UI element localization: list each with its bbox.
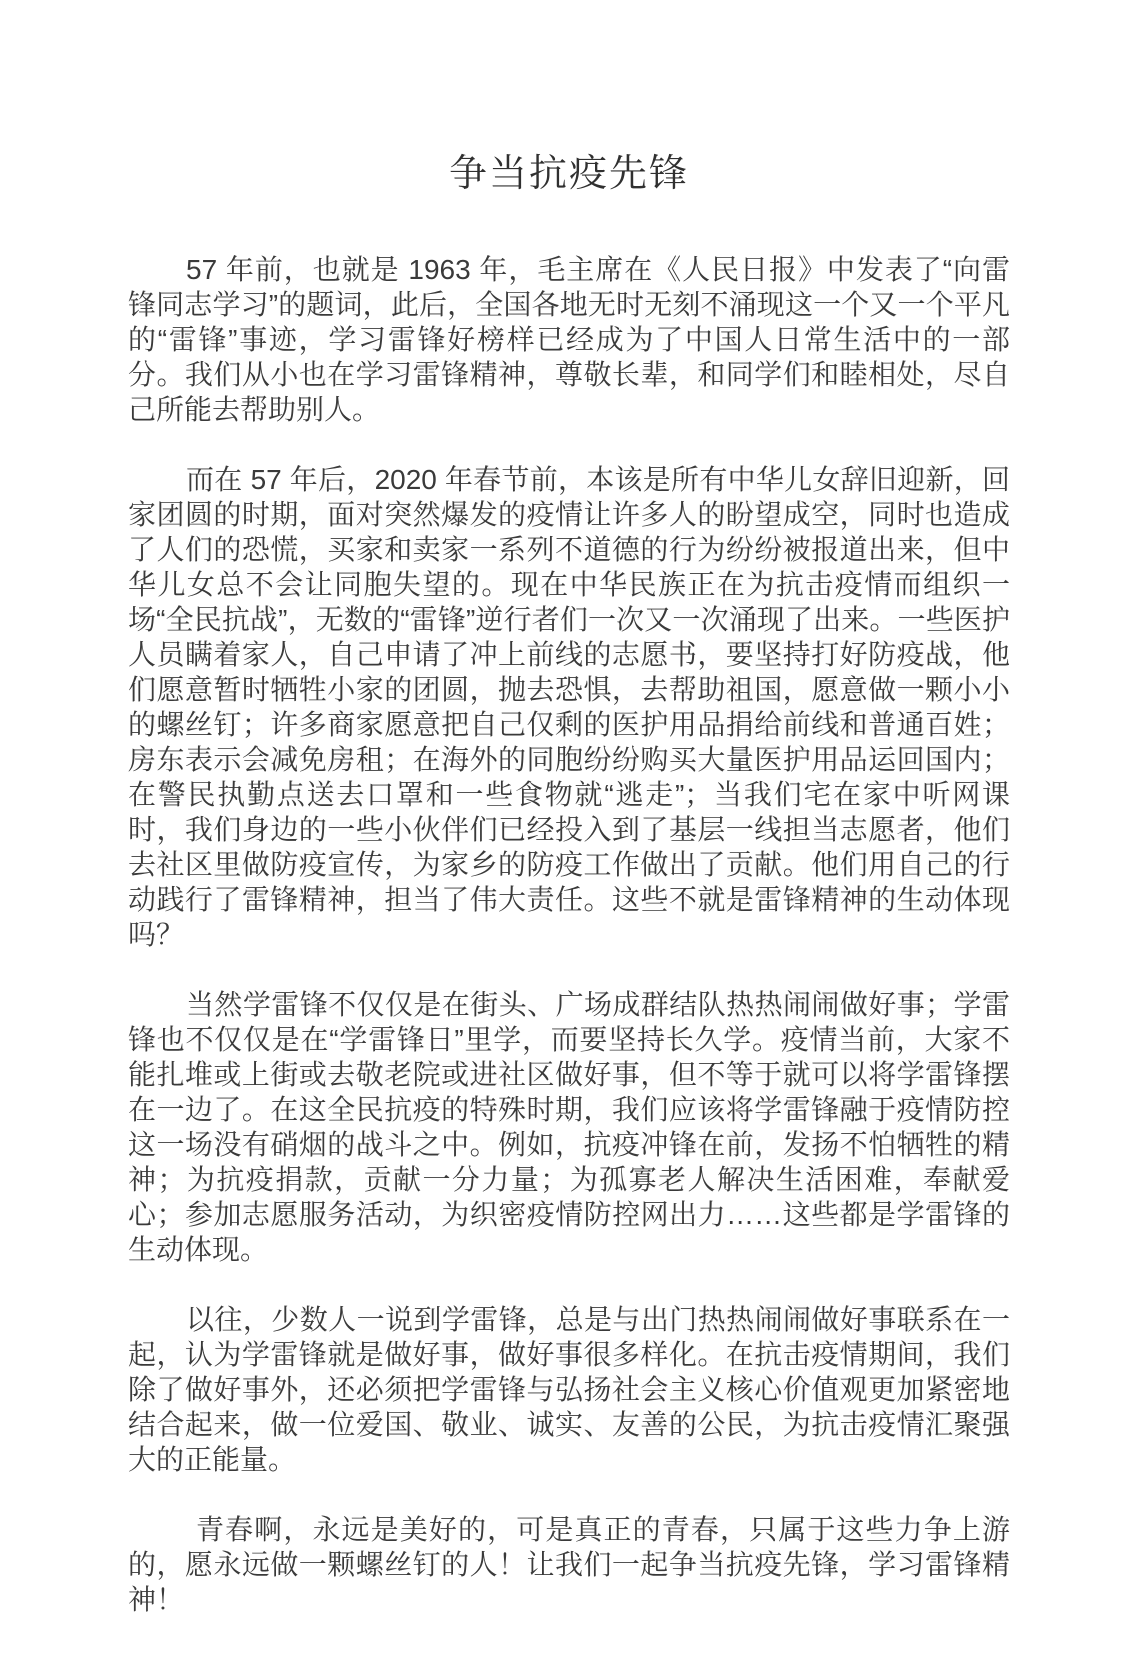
paragraph-1: 57 年前，也就是 1963 年，毛主席在《人民日报》中发表了“向雷锋同志学习”的题词，此后，全国各地无时无刻不涌现这一个又一个平凡的“雷锋”事迹，学习雷锋好榜样已经成为了中国人日常生活中的一部分。我们从小也在学习雷锋精神，尊敬长辈，和同学们和睦相处，尽自己所能去帮助别人。 (128, 253, 1010, 425)
document-title: 争当抗疫先锋 (448, 153, 689, 195)
paragraph-2: 而在 57 年后，2020 年春节前，本该是所有中华儿女辞旧迎新，回家团圆的时期，面对突然爆发的疫情让许多人的盼望成空，同时也造成了人们的恐慌，买家和卖家一系列不道德的行为纷纷被报道出来，但中华儿女总不会让同胞失望的。现在中华民族正在为抗击疫情而组织一场“全民抗战”，无数的“雷锋”逆行者们一次又一次涌现了出来。一些医护人员瞒着家人，自己申请了冲上前线的志愿书，要坚持打好防疫战，他们愿意暂时牺牲小家的团圆，抛去恐惧，去帮助祖国，愿意做一颗小小的螺丝钉；许多商家愿意把自己仅剩的医护用品捐给前线和普通百姓；房东表示会减免房租；在海外的同胞纷纷购买大量医护用品运回国内；在警民执勤点送去口罩和一些食物就“逃走”；当我们宅在家中听网课时，我们身边的一些小伙伴们已经投入到了基层一线担当志愿者，他们去社区里做防疫宣传，为家乡的防疫工作做出了贡献。他们用自己的行动践行了雷锋精神，担当了伟大责任。这些不就是雷锋精神的生动体现吗？ (128, 463, 1010, 950)
paragraph-5: 青春啊，永远是美好的，可是真正的青春，只属于这些力争上游的，愿永远做一颗螺丝钉的人！让我们一起争当抗疫先锋，学习雷锋精神！ (128, 1513, 1010, 1615)
paragraph-4: 以往，少数人一说到学雷锋，总是与出门热热闹闹做好事联系在一起，认为学雷锋就是做好事，做好事很多样化。在抗击疫情期间，我们除了做好事外，还必须把学雷锋与弘扬社会主义核心价值观更加紧密地结合起来，做一位爱国、敬业、诚实、友善的公民，为抗击疫情汇聚强大的正能量。 (128, 1303, 1010, 1475)
paragraph-3: 当然学雷锋不仅仅是在街头、广场成群结队热热闹闹做好事；学雷锋也不仅仅是在“学雷锋日”里学，而要坚持长久学。疫情当前，大家不能扎堆或上街或去敬老院或进社区做好事，但不等于就可以将学雷锋摆在一边了。在这全民抗疫的特殊时期，我们应该将学雷锋融于疫情防控这一场没有硝烟的战斗之中。例如，抗疫冲锋在前，发扬不怕牺牲的精神；为抗疫捐款，贡献一分力量；为孤寡老人解决生活困难，奉献爱心；参加志愿服务活动，为织密疫情防控网出力……这些都是学雷锋的生动体现。 (128, 988, 1010, 1265)
